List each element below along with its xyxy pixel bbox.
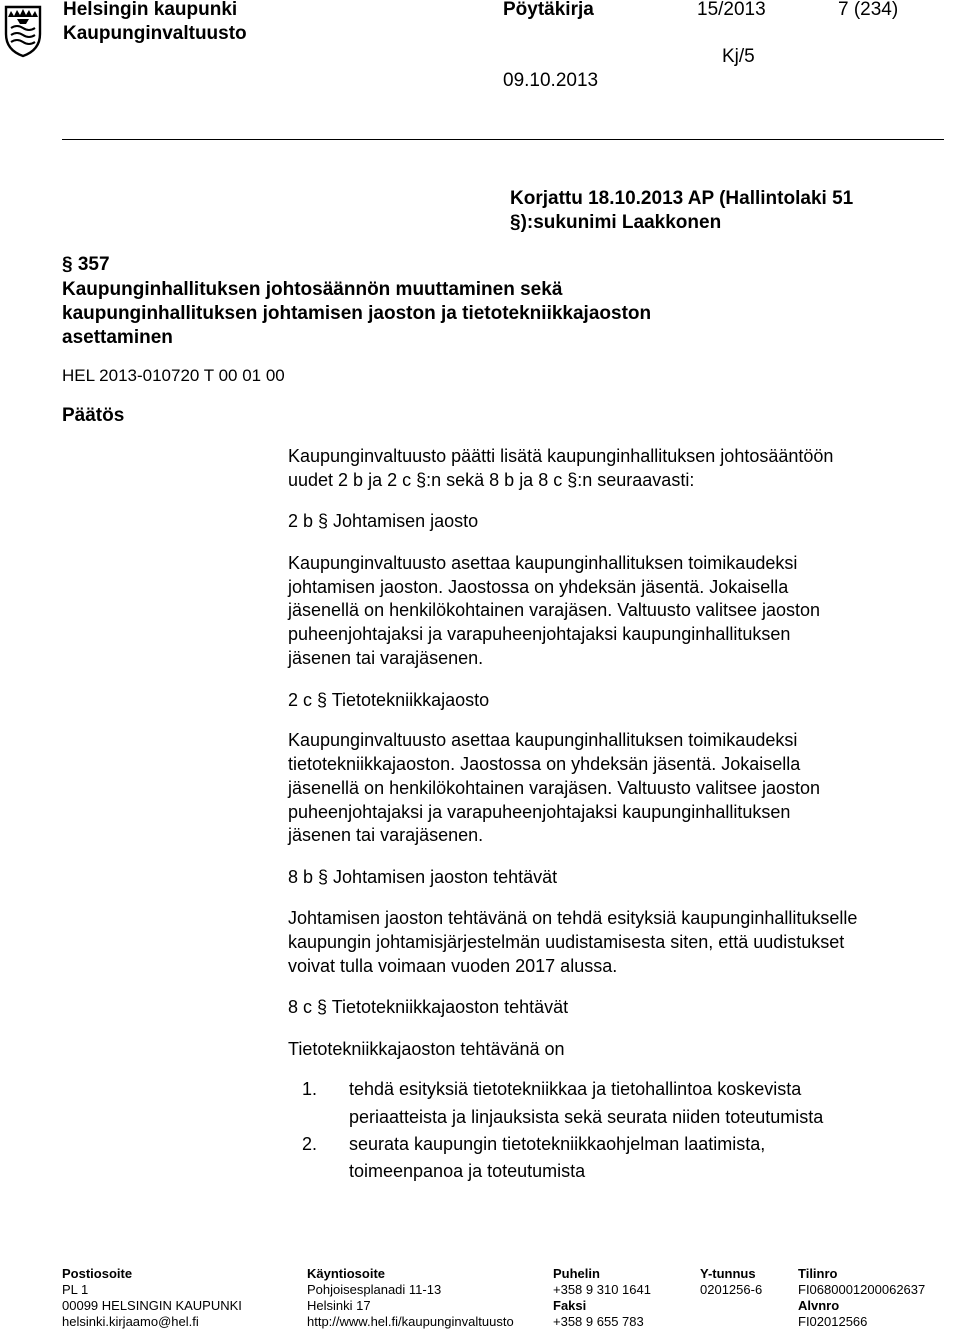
footer-account-value: FI0680001200062637 <box>798 1282 926 1297</box>
correction-note-line2: §):sukunimi Laakkonen <box>510 212 722 233</box>
section-2c-line: Kaupunginvaltuusto asettaa kaupunginhallituksen toimikaudeksi <box>288 730 798 750</box>
section-8b-line: voivat tulla voimaan vuoden 2017 alussa. <box>288 956 618 976</box>
section-2b-line: jäsenellä on henkilökohtainen varajäsen. Valtuusto valitsee jaoston <box>288 600 821 620</box>
section-2c-line: tietotekniikkajaoston. Jaostossa on yhdeksän jäsentä. Jokaisella <box>288 754 801 774</box>
section-2b-line: Kaupunginvaltuusto asettaa kaupunginhallituksen toimikaudeksi <box>288 553 798 573</box>
section-sign-icon: § <box>318 867 329 887</box>
footer-postal-line: 00099 HELSINGIN KAUPUNKI <box>62 1298 242 1313</box>
section-2b-heading: 2 b § Johtamisen jaosto <box>288 511 479 531</box>
section-sign-icon: § <box>317 690 328 710</box>
list-item-number: 1. <box>302 1079 318 1099</box>
section-reference: Kj/5 <box>722 46 755 67</box>
list-item-line: seurata kaupungin tietotekniikkaohjelman laatimista, <box>349 1134 766 1154</box>
document-type: Pöytäkirja <box>503 0 594 20</box>
diary-number: HEL 2013-010720 T 00 01 00 <box>62 366 285 385</box>
item-title-line: Kaupunginhallituksen johtosäännön muuttaminen sekä <box>62 279 563 300</box>
footer-fax-value: +358 9 655 783 <box>553 1314 644 1329</box>
list-item-line: tehdä esityksiä tietotekniikkaa ja tietohallintoa koskevista <box>349 1079 802 1099</box>
footer-vat-label: Alvnro <box>798 1298 840 1313</box>
item-title-line: asettaminen <box>62 327 173 348</box>
list-item-line: periaatteista ja linjauksista sekä seurata niiden toteutumista <box>349 1107 824 1127</box>
section-8c-intro: Tietotekniikkajaoston tehtävänä on <box>288 1039 565 1059</box>
section-2b-line: johtamisen jaoston. Jaostossa on yhdeksän jäsentä. Jokaisella <box>288 577 789 597</box>
section-2c-line: jäsenen tai varajäsenen. <box>288 825 484 845</box>
meeting-number: 15/2013 <box>697 0 766 20</box>
section-2c-line: puheenjohtajaksi ja varapuheenjohtajaksi kaupunginhallituksen <box>288 802 791 822</box>
decision-intro-line: Kaupunginvaltuusto päätti lisätä kaupunginhallituksen johtosääntöön <box>288 446 834 466</box>
footer-email-link[interactable]: helsinki.kirjaamo@hel.fi <box>62 1314 199 1329</box>
footer-phone-label: Puhelin <box>553 1266 600 1281</box>
section-2b-line: jäsenen tai varajäsenen. <box>288 648 484 668</box>
section-sign-icon: § <box>567 470 578 490</box>
section-8b-heading: 8 b § Johtamisen jaoston tehtävät <box>288 867 558 887</box>
section-sign-icon: § <box>318 511 329 531</box>
section-8c-heading: 8 c § Tietotekniikkajaoston tehtävät <box>288 997 569 1017</box>
item-number: § 357 <box>62 254 110 275</box>
section-2c-line: jäsenellä on henkilökohtainen varajäsen. Valtuusto valitsee jaoston <box>288 778 821 798</box>
helsinki-crest-icon <box>3 4 43 58</box>
footer-business-id-value: 0201256-6 <box>700 1282 763 1297</box>
footer-account-label: Tilinro <box>798 1266 838 1281</box>
list-item-line: toimeenpanoa ja toteutumista <box>349 1161 586 1181</box>
correction-note-line1: Korjattu 18.10.2013 AP (Hallintolaki 51 <box>510 188 854 209</box>
body-name: Kaupunginvaltuusto <box>63 23 247 44</box>
meeting-date: 09.10.2013 <box>503 70 599 91</box>
page-number: 7 (234) <box>838 0 899 20</box>
footer-fax-label: Faksi <box>553 1298 587 1313</box>
section-sign-icon: § <box>416 470 427 490</box>
organization-name: Helsingin kaupunki <box>63 0 238 20</box>
decision-intro-line: uudet 2 b ja 2 c §:n sekä 8 b ja 8 c §:n seuraavasti: <box>288 470 695 490</box>
footer-postal-label: Postiosoite <box>62 1266 133 1281</box>
section-2c-heading: 2 c § Tietotekniikkajaosto <box>288 690 490 710</box>
footer-visit-label: Käyntiosoite <box>307 1266 386 1281</box>
section-8b-line: kaupungin johtamisjärjestelmän uudistamisesta siten, että uudistukset <box>288 932 845 952</box>
section-8b-line: Johtamisen jaoston tehtävänä on tehdä esityksiä kaupunginhallitukselle <box>288 908 858 928</box>
item-title-line: kaupunginhallituksen johtamisen jaoston ja tietotekniikkajaoston <box>62 303 652 324</box>
footer-postal-line: PL 1 <box>62 1282 89 1297</box>
section-sign-icon: § <box>62 254 73 275</box>
footer-vat-value: FI02012566 <box>798 1314 868 1329</box>
section-sign-icon: § <box>317 997 328 1017</box>
list-item-number: 2. <box>302 1134 318 1154</box>
section-sign-icon: § <box>510 212 521 233</box>
footer-business-id-label: Y-tunnus <box>700 1266 756 1281</box>
footer-website-link[interactable]: http://www.hel.fi/kaupunginvaltuusto <box>307 1314 514 1329</box>
section-2b-line: puheenjohtajaksi ja varapuheenjohtajaksi kaupunginhallituksen <box>288 624 791 644</box>
footer-phone-value: +358 9 310 1641 <box>553 1282 651 1297</box>
decision-label: Päätös <box>62 405 125 426</box>
footer-visit-line: Helsinki 17 <box>307 1298 371 1313</box>
header-divider <box>62 139 944 140</box>
footer-visit-line: Pohjoisesplanadi 11-13 <box>307 1282 442 1297</box>
